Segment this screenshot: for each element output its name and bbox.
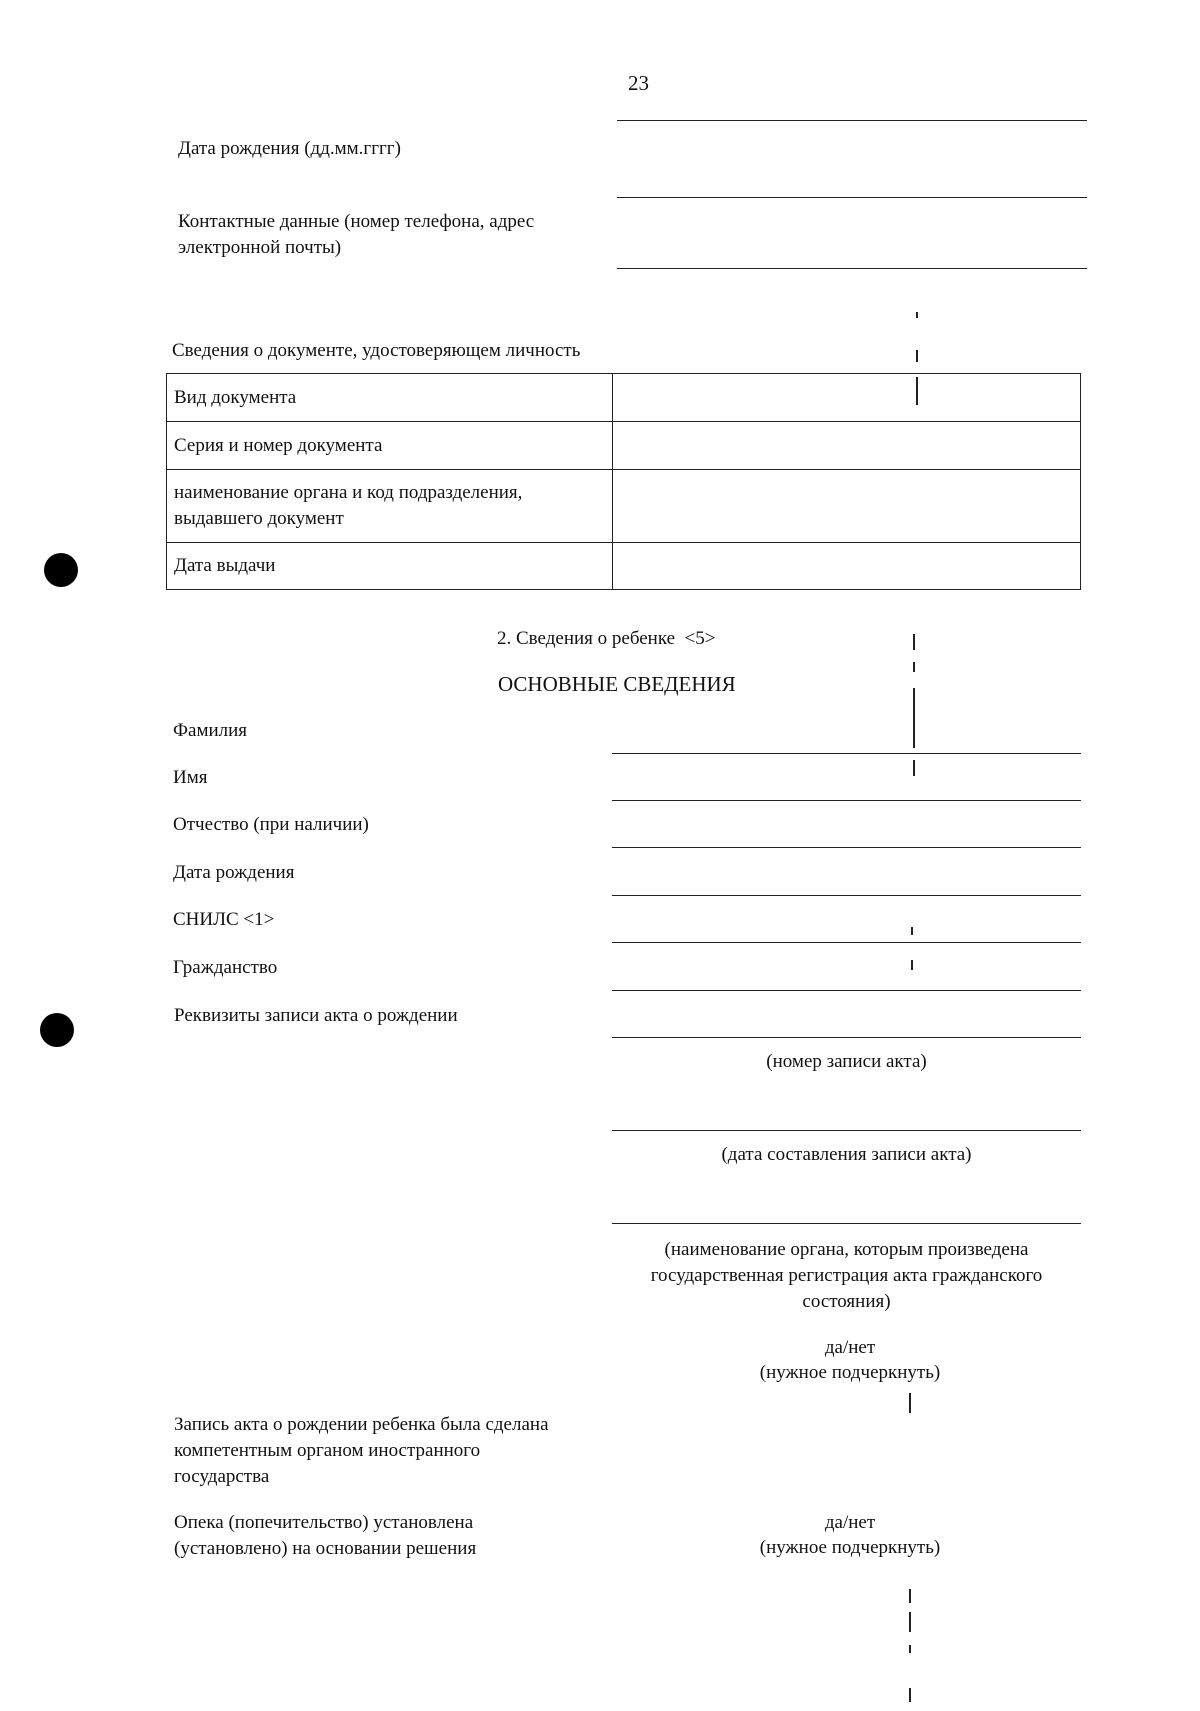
birth-date-field[interactable] <box>617 197 1087 198</box>
scan-mark <box>911 960 913 970</box>
child-section-title: 2. Сведения о ребенке <5> <box>497 628 716 649</box>
surname-label: Фамилия <box>173 720 248 741</box>
foreign-record-label: Запись акта о рождении ребенка была сделана компетентным органом иностранного государства <box>174 1414 549 1487</box>
field-line-top <box>617 120 1087 121</box>
scan-mark <box>909 1688 911 1702</box>
scan-mark <box>913 634 915 650</box>
guardianship-value[interactable]: да/нет <box>824 1512 876 1533</box>
scan-mark <box>916 377 918 405</box>
scan-mark <box>916 312 918 318</box>
guardianship-label: Опека (попечительство) установлена (установлено) на основании решения <box>174 1512 477 1559</box>
citizenship-label: Гражданство <box>173 957 278 978</box>
contacts-label: Контактные данные (номер телефона, адрес электронной почты) <box>178 211 535 258</box>
doc-issue-date-label: Дата выдачи <box>167 543 613 590</box>
doc-series-label: Серия и номер документа <box>167 422 613 470</box>
identity-doc-table <box>166 373 1081 590</box>
surname-field[interactable] <box>612 753 1081 754</box>
snils-field[interactable] <box>612 942 1081 943</box>
punch-hole-top <box>44 553 78 587</box>
table-row <box>167 470 1081 543</box>
foreign-record-value[interactable]: да/нет <box>824 1337 876 1358</box>
doc-issue-date-value[interactable] <box>613 543 1081 590</box>
identity-doc-heading: Сведения о документе, удостоверяющем личность <box>172 340 581 361</box>
child-subsection-title: ОСНОВНЫЕ СВЕДЕНИЯ <box>498 672 736 696</box>
table-row <box>167 543 1081 590</box>
table-row <box>167 422 1081 470</box>
contacts-field[interactable] <box>617 268 1087 269</box>
doc-series-value[interactable] <box>613 422 1081 470</box>
scan-mark <box>911 927 913 935</box>
record-date-caption: (дата составления записи акта) <box>721 1144 972 1165</box>
table-row <box>167 374 1081 422</box>
birth-record-label: Реквизиты записи акта о рождении <box>174 1005 458 1026</box>
record-authority-field[interactable] <box>612 1223 1081 1224</box>
scan-mark <box>913 688 915 748</box>
record-authority-caption: (наименование органа, которым произведена государственная регистрация акта гражданского состояния) <box>650 1239 1043 1312</box>
name-label: Имя <box>173 767 208 788</box>
scan-mark <box>909 1393 911 1413</box>
record-number-caption: (номер записи акта) <box>766 1051 927 1072</box>
guardianship-hint: (нужное подчеркнуть) <box>759 1537 941 1558</box>
child-birth-date-field[interactable] <box>612 895 1081 896</box>
punch-hole-bottom <box>40 1013 74 1047</box>
name-field[interactable] <box>612 800 1081 801</box>
record-date-field[interactable] <box>612 1130 1081 1131</box>
doc-issuer-value[interactable] <box>613 470 1081 543</box>
doc-type-value[interactable] <box>613 374 1081 422</box>
scan-mark <box>913 662 915 672</box>
scan-mark <box>909 1612 911 1632</box>
patronymic-label: Отчество (при наличии) <box>173 814 369 835</box>
foreign-record-hint: (нужное подчеркнуть) <box>759 1362 941 1383</box>
doc-issuer-label: наименование органа и код подразделения, выдавшего документ <box>167 470 613 543</box>
citizenship-field[interactable] <box>612 990 1081 991</box>
scan-mark <box>909 1589 911 1603</box>
birth-date-label: Дата рождения (дд.мм.гггг) <box>178 138 401 159</box>
child-birth-date-label: Дата рождения <box>173 862 295 883</box>
scan-mark <box>913 760 915 776</box>
page-number: 23 <box>628 71 649 95</box>
scan-mark <box>916 350 918 362</box>
patronymic-field[interactable] <box>612 847 1081 848</box>
snils-label: СНИЛС <1> <box>173 909 275 930</box>
doc-type-label: Вид документа <box>167 374 613 422</box>
record-number-field[interactable] <box>612 1037 1081 1038</box>
scan-mark <box>909 1645 911 1653</box>
